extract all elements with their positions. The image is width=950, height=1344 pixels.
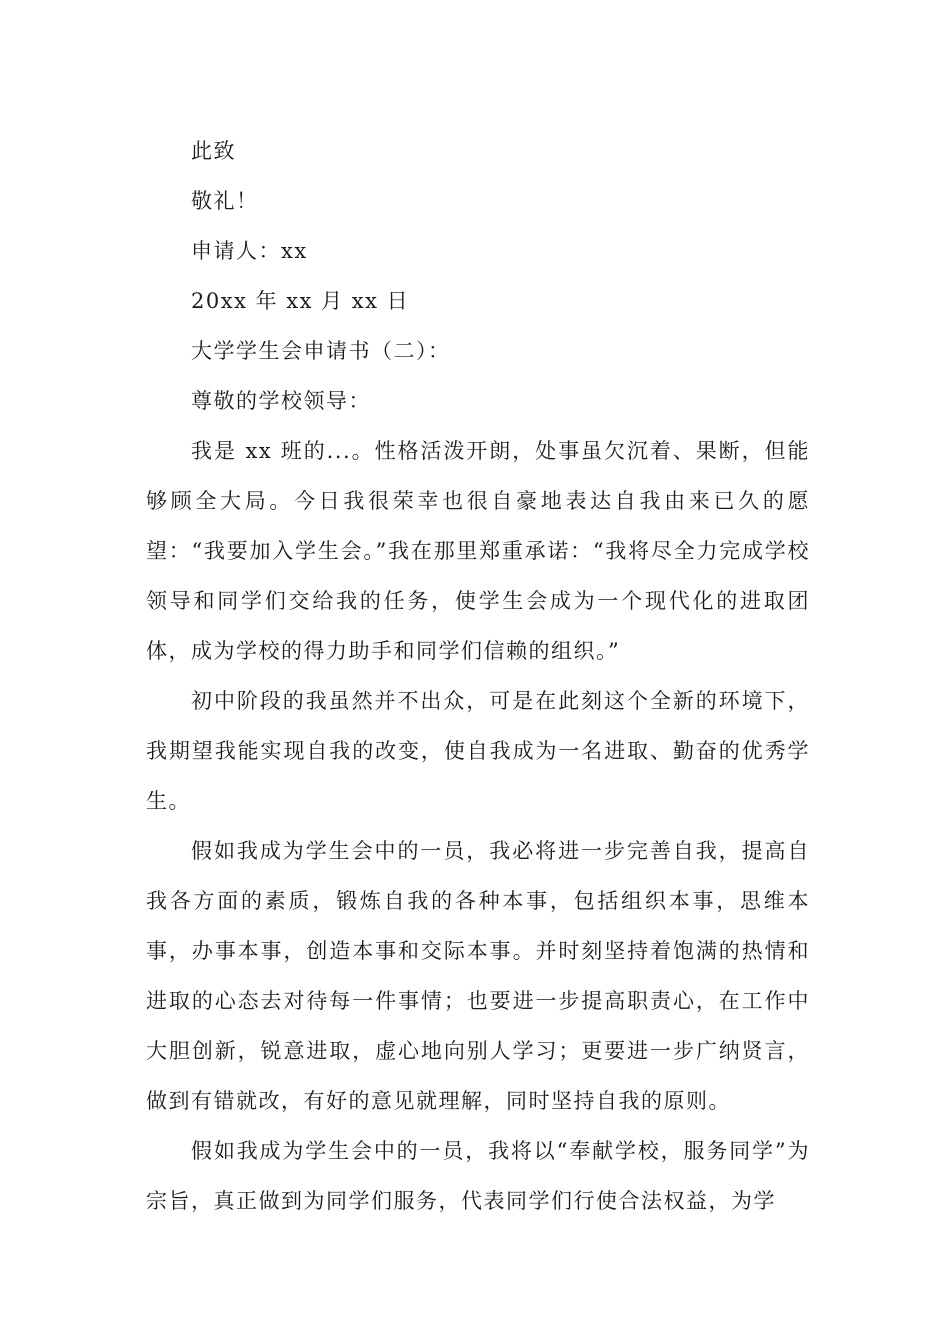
section-title: 大学学生会申请书（二）： xyxy=(191,339,451,363)
salutation: 尊敬的学校领导： xyxy=(191,389,371,413)
body-paragraph-2: 初中阶段的我虽然并不出众，可是在此刻这个全新的环境下，我期望我能实现自我的改变，使自我成为一名进取、勤奋的优秀学生。 xyxy=(146,689,810,813)
document-body xyxy=(146,126,810,1226)
date-line: 20xx 年 xx 月 xx 日 xyxy=(191,289,410,313)
body-paragraph-4: 假如我成为学生会中的一员，我将以“奉献学校，服务同学”为宗旨，真正做到为同学们服务，代表同学们行使合法权益，为学 xyxy=(146,1139,810,1213)
body-paragraph-3: 假如我成为学生会中的一员，我必将进一步完善自我，提高自我各方面的素质，锻炼自我的各种本事，包括组织本事，思维本事，办事本事，创造本事和交际本事。并时刻坚持着饱满的热情和进取的心态去对待每一件事情；也要进一步提高职责心，在工作中大胆创新，锐意进取，虚心地向别人学习；更要进一步广纳贤言，做到有错就改，有好的意见就理解，同时坚持自我的原则。 xyxy=(146,839,810,1113)
applicant-line: 申请人：xx xyxy=(191,239,308,263)
closing-line: 此致 xyxy=(191,139,236,163)
closing-salute: 敬礼！ xyxy=(191,189,259,213)
body-paragraph-1: 我是 xx 班的...。性格活泼开朗，处事虽欠沉着、果断，但能够顾全大局。今日我很荣幸也很自豪地表达自我由来已久的愿望：“我要加入学生会。”我在那里郑重承诺：“我将尽全力完成学校领导和同学们交给我的任务，使学生会成为一个现代化的进取团体，成为学校的得力助手和同学们信赖的组织。” xyxy=(146,439,810,663)
